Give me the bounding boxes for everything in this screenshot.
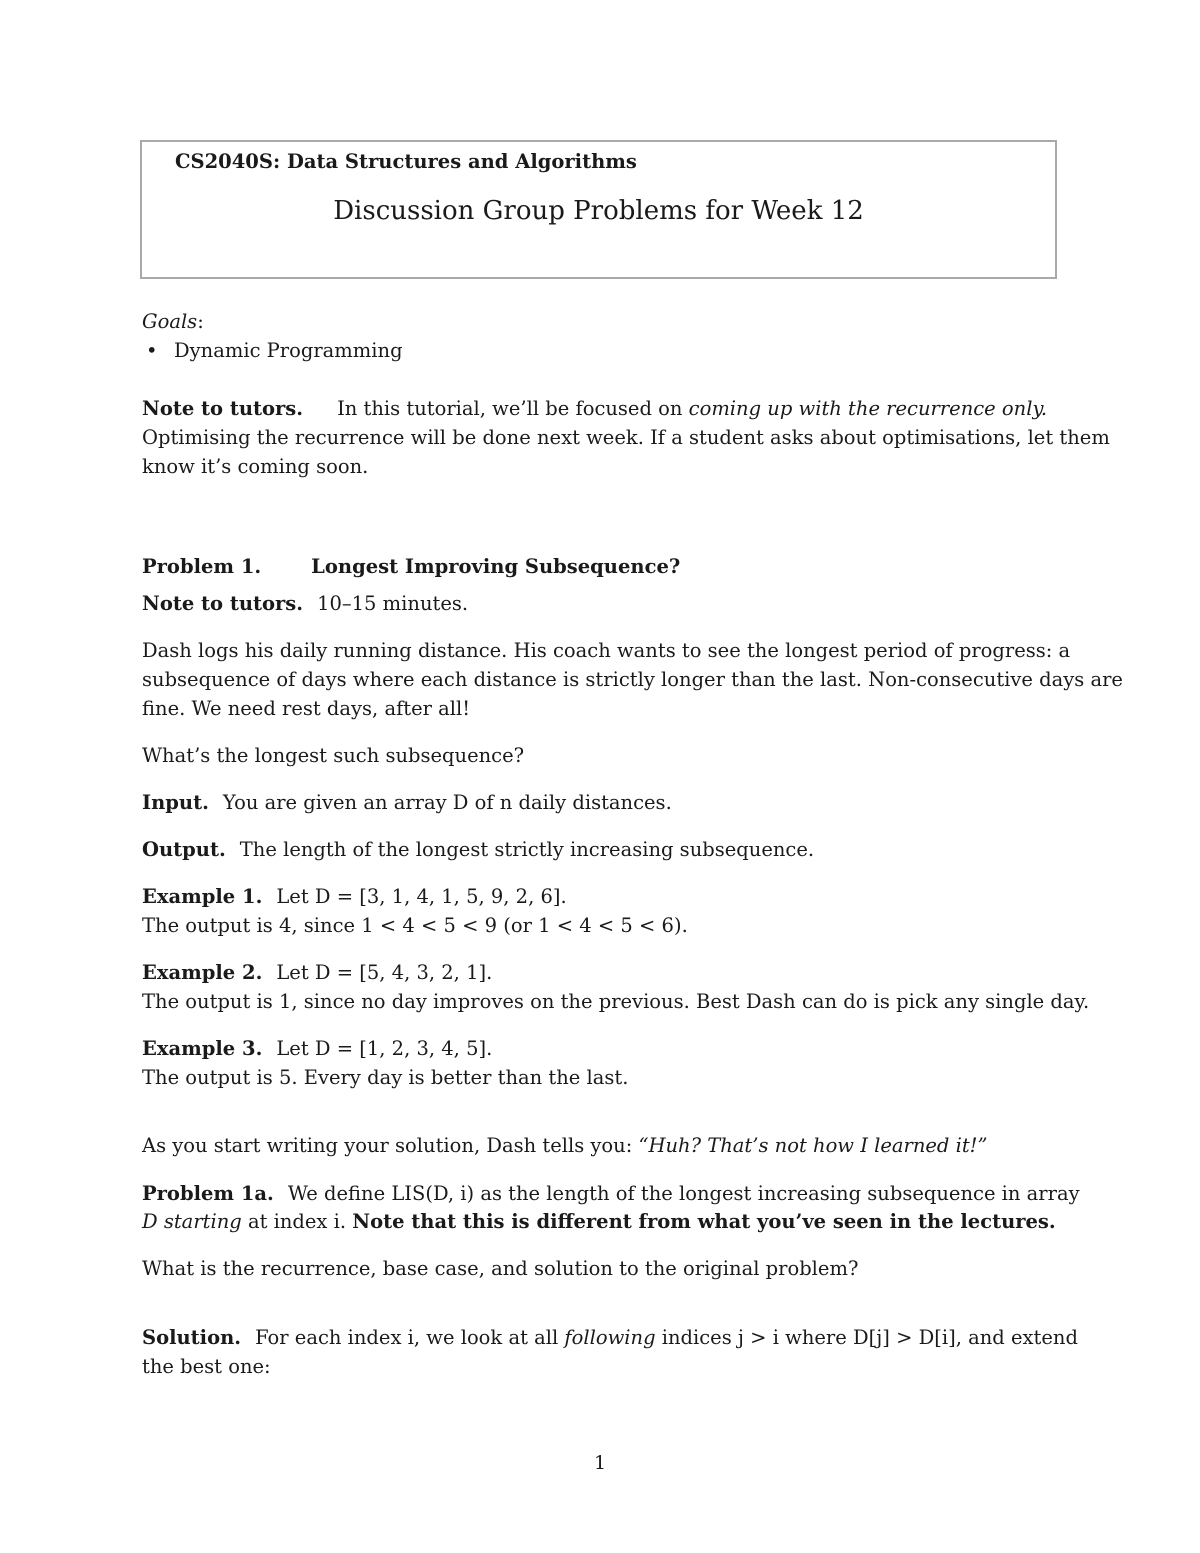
example3-text: Let D = [1, 2, 3, 4, 5]. — [276, 1037, 493, 1060]
example2-line1 — [142, 961, 492, 984]
example3-line2: The output is 5. Every day is better than the last. — [142, 1066, 629, 1089]
page-title: Discussion Group Problems for Week 12 — [333, 196, 864, 226]
goals-label: Goals — [142, 310, 198, 333]
header-box — [140, 140, 1057, 279]
problem1-label: Problem 1. — [142, 555, 262, 578]
input-spec — [142, 791, 672, 814]
goals-item-text: Dynamic Programming — [174, 339, 403, 362]
solution-label: Solution. — [142, 1326, 242, 1349]
goals-heading — [142, 310, 204, 333]
dash-quote — [142, 1134, 987, 1157]
example1-text: Let D = [3, 1, 4, 1, 5, 9, 2, 6]. — [276, 885, 567, 908]
problem1-note — [142, 592, 468, 615]
example1-line2: The output is 4, since 1 < 4 < 5 < 9 (or 1 < 4 < 5 < 6). — [142, 914, 688, 937]
note1-line1 — [142, 397, 1047, 420]
example1-label: Example 1. — [142, 885, 263, 908]
problem1a-label: Problem 1a. — [142, 1182, 274, 1205]
problem1-note-label: Note to tutors. — [142, 592, 304, 615]
problem1-desc-line3: fine. We need rest days, after all! — [142, 697, 471, 720]
note1-line2: Optimising the recurrence will be done next week. If a student asks about optimisations, let them — [142, 426, 1110, 449]
problem1-desc-line1: Dash logs his daily running distance. His coach wants to see the longest period of progress: a — [142, 639, 1071, 662]
input-label: Input. — [142, 791, 209, 814]
note1-line3: know it’s coming soon. — [142, 455, 369, 478]
problem1a-index: at index i. — [241, 1210, 353, 1233]
problem1a-line1 — [142, 1182, 1080, 1205]
problem1a-bold-note: Note that this is different from what you’ve seen in the lectures. — [352, 1210, 1056, 1233]
output-text: The length of the longest strictly increasing subsequence. — [239, 838, 815, 861]
problem1a-text: We define LIS(D, i) as the length of the longest increasing subsequence in array — [287, 1182, 1080, 1205]
solution-emphasis: following — [564, 1326, 656, 1349]
problem1-note-text: 10–15 minutes. — [317, 592, 469, 615]
dash-quote-lead: As you start writing your solution, Dash tells you: — [142, 1134, 639, 1157]
solution-text-b: indices j > i where D[j] > D[i], and extend — [655, 1326, 1078, 1349]
example3-line1 — [142, 1037, 492, 1060]
goals-colon: : — [197, 310, 204, 333]
problem1a-question: What is the recurrence, base case, and solution to the original problem? — [142, 1257, 859, 1280]
problem1a-var: D — [142, 1210, 164, 1233]
dash-quote-text: “Huh? That’s not how I learned it!” — [638, 1134, 988, 1157]
example2-text: Let D = [5, 4, 3, 2, 1]. — [276, 961, 493, 984]
example3-label: Example 3. — [142, 1037, 263, 1060]
problem1a-line2 — [142, 1210, 1056, 1233]
problem1a-emphasis: starting — [163, 1210, 242, 1233]
page-number: 1 — [593, 1452, 607, 1474]
problem1-title: Longest Improving Subsequence? — [311, 555, 681, 578]
note1-text: In this tutorial, we’ll be focused on — [337, 397, 689, 420]
example2-label: Example 2. — [142, 961, 263, 984]
problem1-heading — [142, 555, 680, 578]
bullet-icon: • — [146, 339, 158, 362]
example2-line2: The output is 1, since no day improves on the previous. Best Dash can do is pick any single day. — [142, 990, 1090, 1013]
goals-item — [146, 339, 403, 362]
course-title: CS2040S: Data Structures and Algorithms — [175, 150, 637, 173]
solution-line2: the best one: — [142, 1355, 271, 1378]
problem1-question: What’s the longest such subsequence? — [142, 744, 525, 767]
input-text: You are given an array D of n daily distances. — [222, 791, 672, 814]
note1-label: Note to tutors. — [142, 397, 304, 420]
example1-line1 — [142, 885, 567, 908]
problem1-desc-line2: subsequence of days where each distance is strictly longer than the last. Non-consecutive days are — [142, 668, 1123, 691]
output-label: Output. — [142, 838, 226, 861]
solution-text-a: For each index i, we look at all — [255, 1326, 565, 1349]
output-spec — [142, 838, 814, 861]
solution-line1 — [142, 1326, 1078, 1349]
note1-emphasis: coming up with the recurrence only. — [688, 397, 1048, 420]
